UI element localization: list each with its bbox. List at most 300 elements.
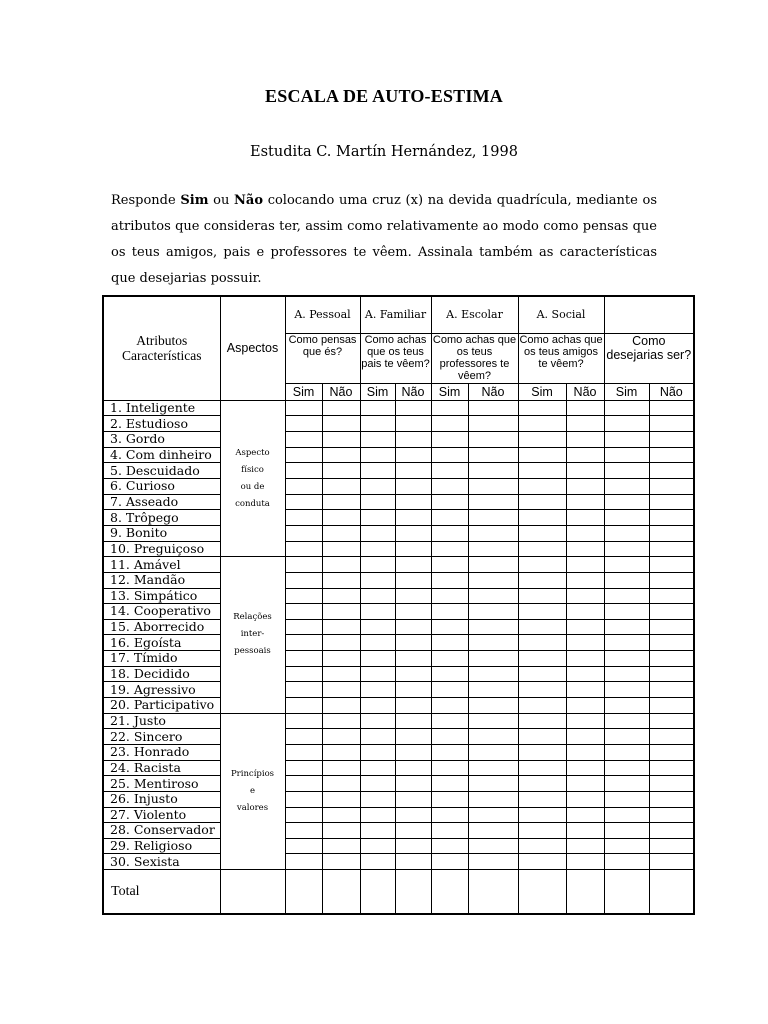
answer-cell-sim[interactable] — [431, 525, 468, 541]
answer-cell-sim[interactable] — [360, 651, 395, 667]
answer-cell-sim[interactable] — [518, 854, 566, 870]
answer-cell-nao[interactable] — [395, 525, 431, 541]
answer-cell-nao[interactable] — [322, 666, 360, 682]
answer-cell-nao[interactable] — [322, 854, 360, 870]
answer-cell-nao[interactable] — [395, 416, 431, 432]
answer-cell-nao[interactable] — [566, 494, 604, 510]
answer-cell-nao[interactable] — [468, 557, 518, 573]
answer-cell-sim[interactable] — [285, 776, 322, 792]
answer-cell-sim[interactable] — [604, 619, 649, 635]
answer-cell-nao[interactable] — [566, 698, 604, 714]
answer-cell-sim[interactable] — [604, 635, 649, 651]
answer-cell-sim[interactable] — [604, 525, 649, 541]
answer-cell-sim[interactable] — [285, 541, 322, 557]
answer-cell-sim[interactable] — [431, 760, 468, 776]
answer-cell-nao[interactable] — [322, 651, 360, 667]
answer-cell-nao[interactable] — [468, 604, 518, 620]
answer-cell-sim[interactable] — [285, 619, 322, 635]
answer-cell-nao[interactable] — [322, 463, 360, 479]
answer-cell-nao[interactable] — [566, 416, 604, 432]
answer-cell-sim[interactable] — [518, 400, 566, 416]
answer-cell-sim[interactable] — [604, 854, 649, 870]
answer-cell-sim[interactable] — [360, 823, 395, 839]
answer-cell-sim[interactable] — [360, 729, 395, 745]
answer-cell-nao[interactable] — [566, 760, 604, 776]
answer-cell-nao[interactable] — [395, 729, 431, 745]
answer-cell-sim[interactable] — [431, 619, 468, 635]
answer-cell-sim[interactable] — [518, 572, 566, 588]
answer-cell-sim[interactable] — [285, 823, 322, 839]
answer-cell-nao[interactable] — [395, 651, 431, 667]
answer-cell-sim[interactable] — [360, 416, 395, 432]
answer-cell-nao[interactable] — [468, 823, 518, 839]
answer-cell-sim[interactable] — [360, 666, 395, 682]
answer-cell-nao[interactable] — [395, 400, 431, 416]
answer-cell-sim[interactable] — [518, 760, 566, 776]
answer-cell-nao[interactable] — [322, 525, 360, 541]
answer-cell-nao[interactable] — [649, 432, 694, 448]
answer-cell-nao[interactable] — [468, 432, 518, 448]
answer-cell-nao[interactable] — [322, 572, 360, 588]
answer-cell-sim[interactable] — [604, 698, 649, 714]
answer-cell-nao[interactable] — [322, 588, 360, 604]
answer-cell-nao[interactable] — [395, 479, 431, 495]
answer-cell-sim[interactable] — [518, 463, 566, 479]
answer-cell-sim[interactable] — [604, 447, 649, 463]
answer-cell-sim[interactable] — [285, 525, 322, 541]
answer-cell-sim[interactable] — [604, 510, 649, 526]
answer-cell-nao[interactable] — [322, 447, 360, 463]
answer-cell-nao[interactable] — [566, 823, 604, 839]
answer-cell-nao[interactable] — [649, 494, 694, 510]
answer-cell-nao[interactable] — [468, 572, 518, 588]
answer-cell-sim[interactable] — [518, 807, 566, 823]
answer-cell-sim[interactable] — [360, 744, 395, 760]
answer-cell-sim[interactable] — [360, 463, 395, 479]
answer-cell-sim[interactable] — [360, 619, 395, 635]
answer-cell-nao[interactable] — [395, 572, 431, 588]
answer-cell-sim[interactable] — [604, 760, 649, 776]
answer-cell-nao[interactable] — [649, 557, 694, 573]
answer-cell-sim[interactable] — [518, 588, 566, 604]
answer-cell-nao[interactable] — [649, 698, 694, 714]
answer-cell-nao[interactable] — [322, 432, 360, 448]
answer-cell-nao[interactable] — [468, 698, 518, 714]
answer-cell-sim[interactable] — [518, 510, 566, 526]
answer-cell-sim[interactable] — [360, 682, 395, 698]
answer-cell-nao[interactable] — [566, 666, 604, 682]
answer-cell-nao[interactable] — [468, 416, 518, 432]
answer-cell-nao[interactable] — [468, 651, 518, 667]
answer-cell-sim[interactable] — [431, 494, 468, 510]
answer-cell-sim[interactable] — [360, 698, 395, 714]
total-cell[interactable] — [649, 870, 694, 914]
answer-cell-sim[interactable] — [360, 776, 395, 792]
answer-cell-sim[interactable] — [518, 744, 566, 760]
answer-cell-sim[interactable] — [518, 823, 566, 839]
answer-cell-sim[interactable] — [360, 525, 395, 541]
total-cell[interactable] — [360, 870, 395, 914]
answer-cell-sim[interactable] — [604, 604, 649, 620]
answer-cell-sim[interactable] — [604, 729, 649, 745]
answer-cell-nao[interactable] — [566, 432, 604, 448]
answer-cell-nao[interactable] — [322, 479, 360, 495]
total-cell[interactable] — [431, 870, 468, 914]
answer-cell-sim[interactable] — [604, 541, 649, 557]
answer-cell-sim[interactable] — [431, 635, 468, 651]
answer-cell-nao[interactable] — [322, 494, 360, 510]
answer-cell-sim[interactable] — [285, 416, 322, 432]
answer-cell-sim[interactable] — [604, 588, 649, 604]
answer-cell-sim[interactable] — [518, 666, 566, 682]
answer-cell-nao[interactable] — [649, 588, 694, 604]
answer-cell-nao[interactable] — [649, 776, 694, 792]
answer-cell-nao[interactable] — [468, 541, 518, 557]
answer-cell-nao[interactable] — [566, 744, 604, 760]
answer-cell-nao[interactable] — [395, 619, 431, 635]
answer-cell-nao[interactable] — [322, 791, 360, 807]
answer-cell-sim[interactable] — [431, 416, 468, 432]
answer-cell-nao[interactable] — [649, 666, 694, 682]
answer-cell-sim[interactable] — [518, 698, 566, 714]
answer-cell-sim[interactable] — [518, 682, 566, 698]
answer-cell-nao[interactable] — [322, 713, 360, 729]
answer-cell-sim[interactable] — [431, 744, 468, 760]
answer-cell-sim[interactable] — [285, 713, 322, 729]
answer-cell-sim[interactable] — [431, 557, 468, 573]
answer-cell-sim[interactable] — [285, 557, 322, 573]
answer-cell-sim[interactable] — [518, 479, 566, 495]
answer-cell-sim[interactable] — [285, 635, 322, 651]
total-cell[interactable] — [395, 870, 431, 914]
answer-cell-sim[interactable] — [604, 807, 649, 823]
answer-cell-nao[interactable] — [468, 588, 518, 604]
answer-cell-nao[interactable] — [468, 807, 518, 823]
answer-cell-nao[interactable] — [322, 400, 360, 416]
answer-cell-sim[interactable] — [604, 494, 649, 510]
answer-cell-sim[interactable] — [360, 635, 395, 651]
answer-cell-sim[interactable] — [360, 604, 395, 620]
answer-cell-nao[interactable] — [395, 713, 431, 729]
answer-cell-nao[interactable] — [566, 635, 604, 651]
answer-cell-sim[interactable] — [285, 494, 322, 510]
answer-cell-sim[interactable] — [285, 432, 322, 448]
total-cell[interactable] — [604, 870, 649, 914]
answer-cell-sim[interactable] — [518, 604, 566, 620]
answer-cell-sim[interactable] — [360, 447, 395, 463]
answer-cell-nao[interactable] — [468, 713, 518, 729]
answer-cell-nao[interactable] — [468, 479, 518, 495]
answer-cell-sim[interactable] — [285, 604, 322, 620]
answer-cell-nao[interactable] — [649, 791, 694, 807]
answer-cell-sim[interactable] — [285, 651, 322, 667]
answer-cell-sim[interactable] — [285, 698, 322, 714]
answer-cell-sim[interactable] — [518, 525, 566, 541]
answer-cell-sim[interactable] — [285, 682, 322, 698]
answer-cell-nao[interactable] — [566, 400, 604, 416]
answer-cell-sim[interactable] — [431, 651, 468, 667]
answer-cell-sim[interactable] — [604, 823, 649, 839]
answer-cell-nao[interactable] — [468, 619, 518, 635]
answer-cell-sim[interactable] — [285, 510, 322, 526]
answer-cell-sim[interactable] — [360, 713, 395, 729]
answer-cell-sim[interactable] — [285, 463, 322, 479]
answer-cell-sim[interactable] — [360, 588, 395, 604]
answer-cell-nao[interactable] — [322, 807, 360, 823]
answer-cell-nao[interactable] — [468, 729, 518, 745]
answer-cell-nao[interactable] — [468, 635, 518, 651]
answer-cell-sim[interactable] — [518, 619, 566, 635]
answer-cell-nao[interactable] — [468, 744, 518, 760]
answer-cell-sim[interactable] — [518, 494, 566, 510]
answer-cell-nao[interactable] — [649, 807, 694, 823]
total-cell[interactable] — [285, 870, 322, 914]
answer-cell-nao[interactable] — [566, 541, 604, 557]
answer-cell-nao[interactable] — [395, 432, 431, 448]
answer-cell-nao[interactable] — [649, 838, 694, 854]
answer-cell-nao[interactable] — [395, 447, 431, 463]
answer-cell-sim[interactable] — [360, 541, 395, 557]
answer-cell-sim[interactable] — [518, 432, 566, 448]
answer-cell-sim[interactable] — [360, 807, 395, 823]
answer-cell-sim[interactable] — [518, 447, 566, 463]
answer-cell-nao[interactable] — [649, 541, 694, 557]
total-cell[interactable] — [468, 870, 518, 914]
answer-cell-nao[interactable] — [395, 666, 431, 682]
answer-cell-sim[interactable] — [285, 791, 322, 807]
answer-cell-sim[interactable] — [360, 479, 395, 495]
answer-cell-nao[interactable] — [395, 807, 431, 823]
answer-cell-nao[interactable] — [395, 463, 431, 479]
answer-cell-sim[interactable] — [518, 635, 566, 651]
answer-cell-sim[interactable] — [431, 854, 468, 870]
answer-cell-nao[interactable] — [395, 588, 431, 604]
answer-cell-sim[interactable] — [285, 744, 322, 760]
answer-cell-nao[interactable] — [566, 447, 604, 463]
answer-cell-nao[interactable] — [468, 760, 518, 776]
answer-cell-sim[interactable] — [285, 854, 322, 870]
total-cell[interactable] — [566, 870, 604, 914]
answer-cell-nao[interactable] — [566, 776, 604, 792]
answer-cell-sim[interactable] — [360, 572, 395, 588]
answer-cell-sim[interactable] — [604, 557, 649, 573]
answer-cell-nao[interactable] — [395, 635, 431, 651]
answer-cell-sim[interactable] — [518, 416, 566, 432]
answer-cell-sim[interactable] — [431, 510, 468, 526]
answer-cell-sim[interactable] — [360, 432, 395, 448]
answer-cell-sim[interactable] — [360, 854, 395, 870]
answer-cell-sim[interactable] — [431, 479, 468, 495]
answer-cell-sim[interactable] — [285, 447, 322, 463]
answer-cell-nao[interactable] — [649, 572, 694, 588]
answer-cell-nao[interactable] — [649, 635, 694, 651]
answer-cell-sim[interactable] — [360, 838, 395, 854]
answer-cell-sim[interactable] — [604, 791, 649, 807]
answer-cell-nao[interactable] — [322, 510, 360, 526]
answer-cell-nao[interactable] — [649, 651, 694, 667]
answer-cell-sim[interactable] — [431, 447, 468, 463]
answer-cell-nao[interactable] — [649, 525, 694, 541]
answer-cell-nao[interactable] — [322, 729, 360, 745]
answer-cell-sim[interactable] — [604, 400, 649, 416]
answer-cell-nao[interactable] — [566, 729, 604, 745]
answer-cell-nao[interactable] — [649, 479, 694, 495]
answer-cell-nao[interactable] — [566, 510, 604, 526]
answer-cell-nao[interactable] — [322, 541, 360, 557]
answer-cell-sim[interactable] — [285, 572, 322, 588]
answer-cell-sim[interactable] — [518, 651, 566, 667]
answer-cell-sim[interactable] — [431, 588, 468, 604]
answer-cell-nao[interactable] — [468, 854, 518, 870]
answer-cell-nao[interactable] — [468, 791, 518, 807]
answer-cell-nao[interactable] — [395, 776, 431, 792]
answer-cell-nao[interactable] — [468, 494, 518, 510]
answer-cell-sim[interactable] — [604, 666, 649, 682]
answer-cell-nao[interactable] — [649, 760, 694, 776]
answer-cell-nao[interactable] — [322, 776, 360, 792]
answer-cell-nao[interactable] — [322, 744, 360, 760]
answer-cell-sim[interactable] — [518, 729, 566, 745]
answer-cell-nao[interactable] — [566, 572, 604, 588]
answer-cell-nao[interactable] — [649, 713, 694, 729]
answer-cell-nao[interactable] — [322, 619, 360, 635]
answer-cell-nao[interactable] — [322, 557, 360, 573]
answer-cell-nao[interactable] — [566, 854, 604, 870]
answer-cell-sim[interactable] — [285, 400, 322, 416]
answer-cell-sim[interactable] — [285, 760, 322, 776]
answer-cell-sim[interactable] — [431, 572, 468, 588]
answer-cell-nao[interactable] — [649, 463, 694, 479]
answer-cell-sim[interactable] — [604, 416, 649, 432]
answer-cell-sim[interactable] — [518, 541, 566, 557]
answer-cell-sim[interactable] — [360, 400, 395, 416]
answer-cell-nao[interactable] — [649, 854, 694, 870]
answer-cell-nao[interactable] — [649, 447, 694, 463]
answer-cell-nao[interactable] — [649, 682, 694, 698]
answer-cell-sim[interactable] — [431, 604, 468, 620]
answer-cell-nao[interactable] — [468, 525, 518, 541]
answer-cell-sim[interactable] — [431, 400, 468, 416]
answer-cell-sim[interactable] — [360, 557, 395, 573]
answer-cell-nao[interactable] — [566, 479, 604, 495]
answer-cell-sim[interactable] — [518, 776, 566, 792]
answer-cell-sim[interactable] — [604, 682, 649, 698]
answer-cell-nao[interactable] — [322, 682, 360, 698]
answer-cell-sim[interactable] — [431, 729, 468, 745]
answer-cell-sim[interactable] — [360, 494, 395, 510]
answer-cell-nao[interactable] — [468, 838, 518, 854]
answer-cell-sim[interactable] — [285, 807, 322, 823]
answer-cell-sim[interactable] — [518, 557, 566, 573]
answer-cell-nao[interactable] — [649, 400, 694, 416]
answer-cell-sim[interactable] — [518, 791, 566, 807]
answer-cell-nao[interactable] — [468, 666, 518, 682]
answer-cell-sim[interactable] — [604, 463, 649, 479]
answer-cell-nao[interactable] — [395, 838, 431, 854]
answer-cell-sim[interactable] — [285, 588, 322, 604]
answer-cell-nao[interactable] — [566, 807, 604, 823]
answer-cell-sim[interactable] — [518, 838, 566, 854]
answer-cell-nao[interactable] — [395, 760, 431, 776]
answer-cell-sim[interactable] — [431, 713, 468, 729]
answer-cell-sim[interactable] — [431, 432, 468, 448]
answer-cell-nao[interactable] — [468, 682, 518, 698]
answer-cell-nao[interactable] — [566, 525, 604, 541]
answer-cell-nao[interactable] — [322, 416, 360, 432]
answer-cell-sim[interactable] — [604, 479, 649, 495]
answer-cell-nao[interactable] — [395, 604, 431, 620]
answer-cell-nao[interactable] — [322, 823, 360, 839]
answer-cell-nao[interactable] — [649, 729, 694, 745]
answer-cell-sim[interactable] — [431, 541, 468, 557]
total-cell[interactable] — [322, 870, 360, 914]
answer-cell-nao[interactable] — [566, 463, 604, 479]
answer-cell-sim[interactable] — [431, 823, 468, 839]
answer-cell-nao[interactable] — [468, 400, 518, 416]
answer-cell-nao[interactable] — [468, 776, 518, 792]
answer-cell-nao[interactable] — [649, 510, 694, 526]
answer-cell-nao[interactable] — [322, 635, 360, 651]
answer-cell-sim[interactable] — [360, 510, 395, 526]
answer-cell-sim[interactable] — [360, 760, 395, 776]
answer-cell-sim[interactable] — [604, 651, 649, 667]
answer-cell-sim[interactable] — [431, 666, 468, 682]
answer-cell-nao[interactable] — [395, 541, 431, 557]
answer-cell-sim[interactable] — [604, 776, 649, 792]
answer-cell-nao[interactable] — [395, 494, 431, 510]
answer-cell-nao[interactable] — [566, 588, 604, 604]
answer-cell-sim[interactable] — [604, 572, 649, 588]
answer-cell-nao[interactable] — [566, 557, 604, 573]
answer-cell-nao[interactable] — [395, 823, 431, 839]
answer-cell-sim[interactable] — [431, 682, 468, 698]
answer-cell-nao[interactable] — [566, 651, 604, 667]
answer-cell-nao[interactable] — [649, 619, 694, 635]
answer-cell-nao[interactable] — [566, 604, 604, 620]
answer-cell-sim[interactable] — [285, 479, 322, 495]
answer-cell-sim[interactable] — [604, 432, 649, 448]
answer-cell-sim[interactable] — [431, 463, 468, 479]
answer-cell-sim[interactable] — [431, 776, 468, 792]
answer-cell-nao[interactable] — [322, 604, 360, 620]
answer-cell-nao[interactable] — [395, 854, 431, 870]
answer-cell-nao[interactable] — [468, 463, 518, 479]
answer-cell-nao[interactable] — [395, 510, 431, 526]
answer-cell-nao[interactable] — [566, 619, 604, 635]
answer-cell-nao[interactable] — [566, 713, 604, 729]
answer-cell-sim[interactable] — [285, 838, 322, 854]
answer-cell-sim[interactable] — [431, 791, 468, 807]
answer-cell-sim[interactable] — [285, 729, 322, 745]
answer-cell-sim[interactable] — [285, 666, 322, 682]
answer-cell-sim[interactable] — [518, 713, 566, 729]
answer-cell-nao[interactable] — [395, 557, 431, 573]
answer-cell-sim[interactable] — [604, 713, 649, 729]
total-cell[interactable] — [518, 870, 566, 914]
answer-cell-nao[interactable] — [395, 744, 431, 760]
answer-cell-nao[interactable] — [566, 791, 604, 807]
answer-cell-sim[interactable] — [604, 838, 649, 854]
answer-cell-nao[interactable] — [566, 682, 604, 698]
answer-cell-nao[interactable] — [395, 791, 431, 807]
answer-cell-nao[interactable] — [649, 744, 694, 760]
answer-cell-nao[interactable] — [322, 698, 360, 714]
answer-cell-nao[interactable] — [395, 698, 431, 714]
answer-cell-nao[interactable] — [468, 510, 518, 526]
answer-cell-sim[interactable] — [431, 807, 468, 823]
answer-cell-sim[interactable] — [431, 838, 468, 854]
answer-cell-nao[interactable] — [566, 838, 604, 854]
